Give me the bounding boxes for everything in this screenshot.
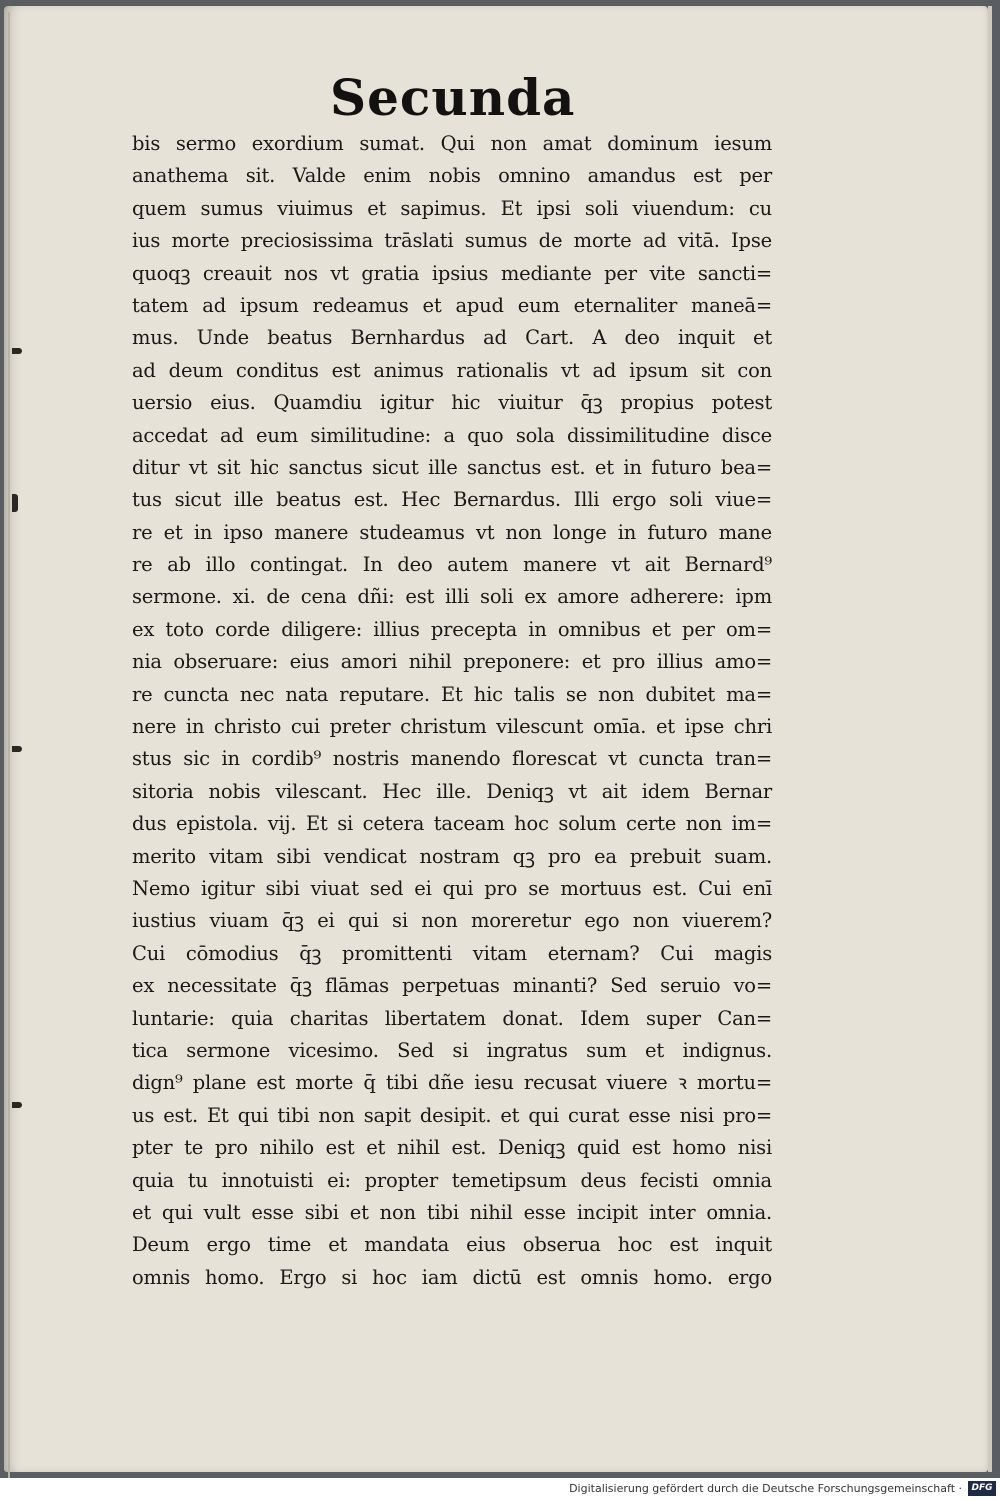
page-edge-mark (12, 746, 22, 752)
page-edge-mark (12, 348, 22, 354)
binding-edge (8, 12, 10, 1478)
text-line: nia obseruare: eius amori nihil preponere: et pro illius amo= (132, 650, 772, 674)
text-line: sermone. xi. de cena dñi: est illi soli ex amore adherere: ipm (132, 585, 772, 609)
text-line: dign⁹ plane est morte q̄ tibi dñe iesu recusat viuere ꝛ mortu= (132, 1071, 772, 1095)
page-text (132, 128, 772, 1294)
page-edge-mark (12, 494, 18, 512)
text-line: merito vitam sibi vendicat nostram qꝫ pro ea prebuit suam. (132, 844, 772, 868)
text-line: uersio eius. Quamdiu igitur hic viuitur q̄ꝫ propius potest (132, 391, 772, 415)
text-line: stus sic in cordib⁹ nostris manendo florescat vt cuncta tran= (132, 747, 772, 771)
text-line: bis sermo exordium sumat. Qui non amat dominum iesum (132, 132, 772, 155)
text-line: ex toto corde diligere: illius precepta in omnibus et per om= (132, 617, 772, 641)
text-line: et qui vult esse sibi et non tibi nihil esse incipit inter omnia. (132, 1200, 772, 1224)
text-line: tica sermone vicesimo. Sed si ingratus sum et indignus. (132, 1038, 772, 1062)
dfg-logo: DFG (968, 1481, 996, 1496)
text-line: re ab illo contingat. In deo autem manere vt ait Bernard⁹ (132, 553, 772, 577)
page-edge-mark (12, 1102, 22, 1108)
footer-bar (0, 1478, 1000, 1500)
page-fore-edge (988, 6, 992, 1472)
funding-credit: Digitalisierung gefördert durch die Deutsche Forschungsgemeinschaft · (569, 1482, 962, 1495)
text-line: luntarie: quia charitas libertatem donat. Idem super Can= (132, 1006, 772, 1030)
text-line: iustius viuam q̄ꝫ ei qui si non moreretur ego non viuerem? (132, 909, 772, 933)
text-line: dus epistola. vij. Et si cetera taceam hoc solum certe non im= (132, 812, 772, 836)
running-heading: Secunda (330, 68, 576, 127)
text-line: quia tu innotuisti ei: propter temetipsum deus fecisti omnia (132, 1168, 772, 1192)
text-line: ex necessitate q̄ꝫ flāmas perpetuas minanti? Sed seruio vo= (132, 974, 772, 998)
text-line: ditur vt sit hic sanctus sicut ille sanctus est. et in futuro bea= (132, 455, 772, 479)
text-line: re et in ipso manere studeamus vt non longe in futuro mane (132, 520, 772, 544)
text-line: pter te pro nihilo est et nihil est. Deniqꝫ quid est homo nisi (132, 1136, 772, 1160)
text-line: mus. Unde beatus Bernhardus ad Cart. A deo inquit et (132, 326, 772, 350)
text-line: tus sicut ille beatus est. Hec Bernardus. Illi ergo soli viue= (132, 488, 772, 512)
text-line: ad deum conditus est animus rationalis vt ad ipsum sit con (132, 358, 772, 382)
text-line: accedat ad eum similitudine: a quo sola dissimilitudine disce (132, 423, 772, 447)
text-line: Deum ergo time et mandata eius obserua hoc est inquit (132, 1233, 772, 1257)
text-line: ius morte preciosissima trāslati sumus de morte ad vitā. Ipse (132, 229, 772, 253)
text-line: quoqꝫ creauit nos vt gratia ipsius mediante per vite sancti= (132, 261, 772, 285)
text-line: us est. Et qui tibi non sapit desipit. et qui curat esse nisi pro= (132, 1103, 772, 1127)
text-line: tatem ad ipsum redeamus et apud eum eternaliter maneā= (132, 293, 772, 317)
book-page (4, 6, 988, 1472)
text-line: sitoria nobis vilescant. Hec ille. Deniqꝫ vt ait idem Bernar (132, 779, 772, 803)
text-line: anathema sit. Valde enim nobis omnino amandus est per (132, 164, 772, 188)
text-line: Cui cōmodius q̄ꝫ promittenti vitam eternam? Cui magis (132, 941, 772, 965)
text-line: nere in christo cui preter christum vilescunt omīa. et ipse chri (132, 715, 772, 739)
text-line: quem sumus viuimus et sapimus. Et ipsi soli viuendum: cu (132, 196, 772, 220)
text-line: omnis homo. Ergo si hoc iam dictū est omnis homo. ergo (132, 1265, 772, 1289)
text-line: Nemo igitur sibi viuat sed ei qui pro se mortuus est. Cui enī (132, 876, 772, 900)
text-line: re cuncta nec nata reputare. Et hic talis se non dubitet ma= (132, 682, 772, 706)
